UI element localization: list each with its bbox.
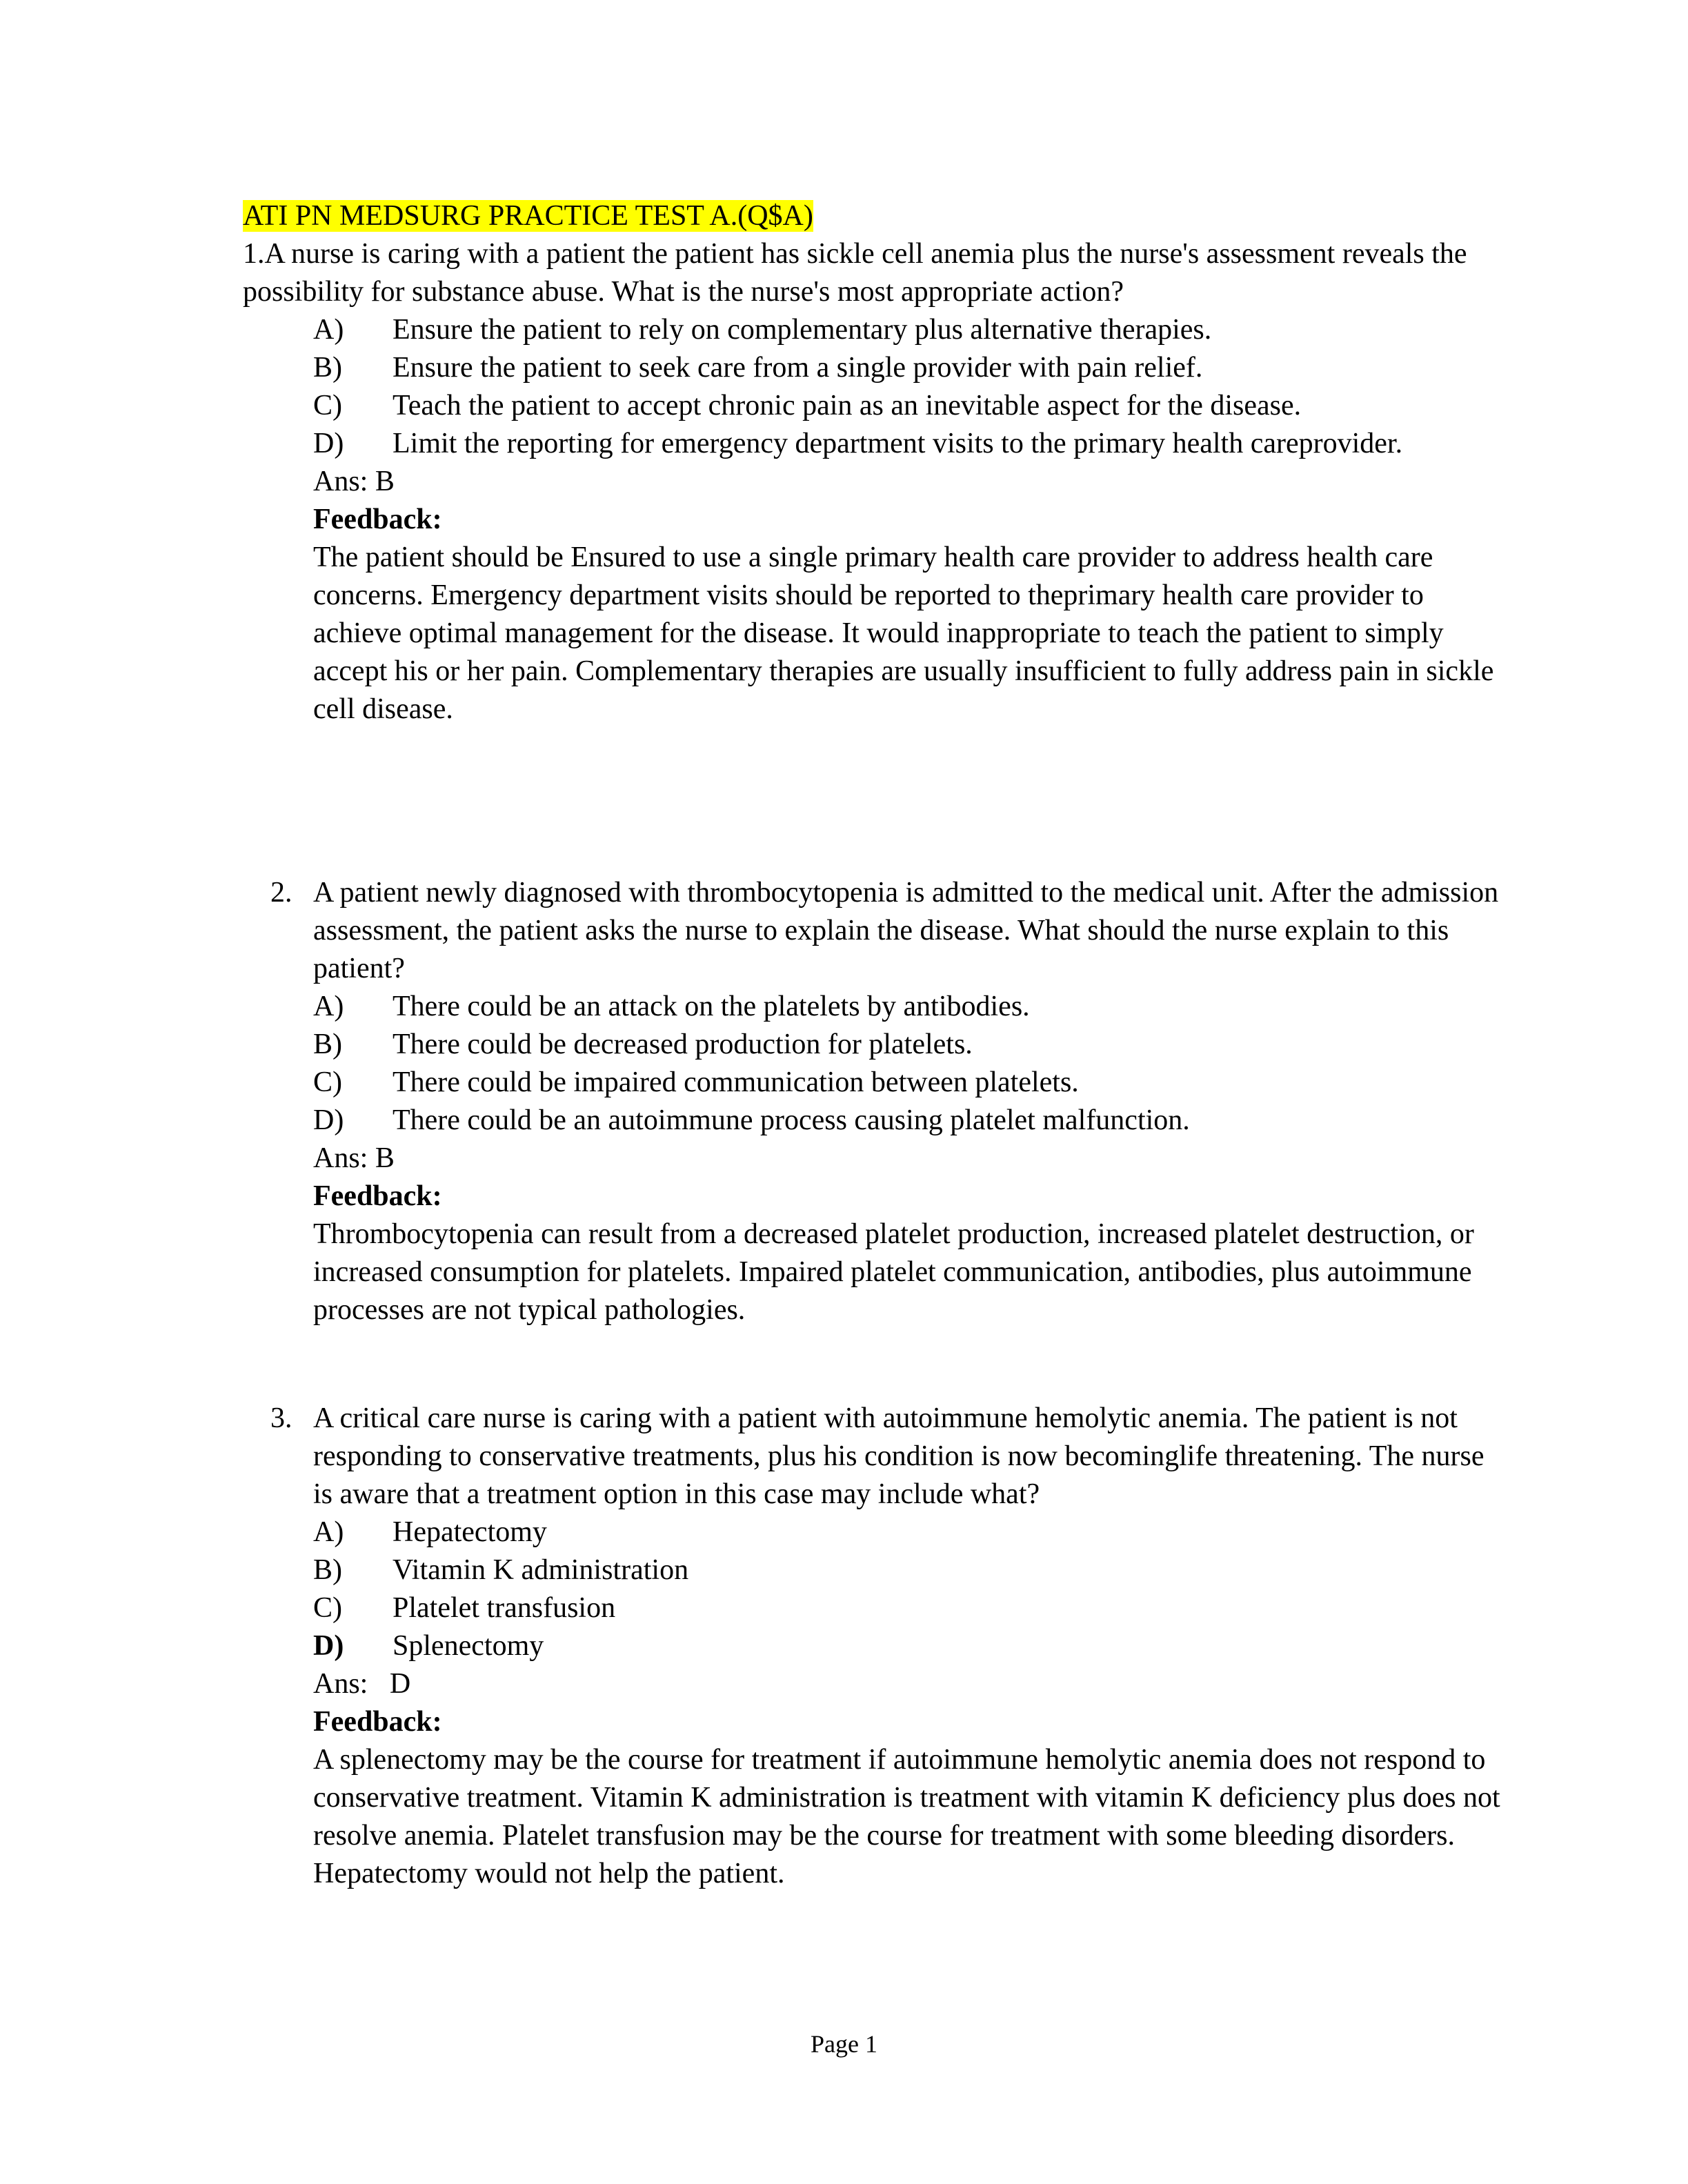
option-text: There could be impaired communication between platelets. (393, 1066, 1079, 1098)
option-letter: B) (313, 352, 342, 384)
option-b (313, 1026, 1505, 1064)
option-a (313, 1513, 1505, 1551)
question-3 (270, 1400, 1505, 1893)
feedback-label: Feedback: (313, 1180, 442, 1212)
option-b (243, 349, 1505, 387)
option-c (313, 1589, 1505, 1627)
option-d (243, 425, 1505, 463)
option-letter: A) (313, 1516, 344, 1548)
answer-key: Ans: D (313, 1668, 411, 1700)
option-letter: B) (313, 1554, 342, 1586)
feedback-text: Thrombocytopenia can result from a decreased platelet production, increased platelet destruction, or increased consumption for platelets. Impaired platelet communication, antibodies, plus autoimmune processes are not typical pathologies. (313, 1218, 1474, 1326)
answer-block (243, 463, 1505, 728)
option-text: Ensure the patient to rely on complementary plus alternative therapies. (393, 314, 1212, 346)
answer-options (313, 988, 1505, 1140)
question-body (313, 874, 1505, 1329)
answer-key: Ans: B (313, 466, 395, 497)
question-number: 2. (270, 877, 292, 909)
option-text: There could be decreased production for platelets. (393, 1029, 973, 1060)
question-number: 1. (243, 238, 265, 270)
option-letter: C) (313, 1066, 342, 1098)
option-text: Splenectomy (393, 1630, 544, 1662)
option-d (313, 1102, 1505, 1140)
option-text: Limit the reporting for emergency department visits to the primary health careprovider. (393, 428, 1403, 459)
option-text: Teach the patient to accept chronic pain as an inevitable aspect for the disease. (393, 390, 1302, 421)
question-2 (270, 874, 1505, 1329)
option-c (243, 387, 1505, 425)
option-text: Hepatectomy (393, 1516, 547, 1548)
feedback-label: Feedback: (313, 1706, 442, 1738)
option-text: Vitamin K administration (393, 1554, 689, 1586)
option-letter: C) (313, 390, 342, 421)
option-d (313, 1627, 1505, 1665)
question-text: A critical care nurse is caring with a patient with autoimmune hemolytic anemia. The patient is not responding to conservative treatments, plus his condition is now becominglife threatening. The nurse is aware that a treatment option in this case may include what? (313, 1402, 1485, 1510)
option-c (313, 1064, 1505, 1102)
option-letter: C) (313, 1592, 342, 1624)
option-letter: A) (313, 991, 344, 1022)
option-text: Ensure the patient to seek care from a single provider with pain relief. (393, 352, 1203, 384)
option-letter: D) (313, 1104, 344, 1136)
question-text: A patient newly diagnosed with thrombocytopenia is admitted to the medical unit. After the admission assessment, the patient asks the nurse to explain the disease. What should the nurse explain to this patient? (313, 877, 1499, 984)
option-letter: D) (313, 1630, 344, 1662)
option-text: There could be an autoimmune process causing platelet malfunction. (393, 1104, 1190, 1136)
document-title (243, 197, 813, 235)
answer-block (313, 1140, 1505, 1329)
question-1 (243, 235, 1505, 728)
answer-options (243, 311, 1505, 463)
answer-options (313, 1513, 1505, 1665)
answer-key: Ans: B (313, 1142, 395, 1174)
answer-block (313, 1665, 1505, 1893)
question-number: 3. (270, 1402, 292, 1434)
question-stem (243, 235, 1505, 311)
option-a (243, 311, 1505, 349)
option-text: Platelet transfusion (393, 1592, 616, 1624)
feedback-label: Feedback: (313, 504, 442, 535)
option-a (313, 988, 1505, 1026)
page-number: Page 1 (811, 2030, 877, 2058)
option-b (313, 1551, 1505, 1589)
option-letter: D) (313, 428, 344, 459)
feedback-text: A splenectomy may be the course for treatment if autoimmune hemolytic anemia does not respond to conservative treatment. Vitamin K administration is treatment with vitamin K deficiency plus does not resolve anemia. Platelet transfusion may be the course for treatment with some bleeding disorders. Hepatectomy would not help the patient. (313, 1744, 1500, 1889)
title-highlight: ATI PN MEDSURG PRACTICE TEST A.(Q$A) (243, 200, 813, 232)
option-letter: A) (313, 314, 344, 346)
feedback-text: The patient should be Ensured to use a single primary health care provider to address health care concerns. Emergency department visits should be reported to theprimary health care provider to achieve optimal management for the disease. It would inappropriate to teach the patient to simply accept his or her pain. Complementary therapies are usually insufficient to fully address pain in sickle cell disease. (313, 542, 1494, 725)
question-text: A nurse is caring with a patient the patient has sickle cell anemia plus the nurse's assessment reveals the possibility for substance abuse. What is the nurse's most appropriate action? (243, 238, 1467, 308)
question-body (313, 1400, 1505, 1893)
option-letter: B) (313, 1029, 342, 1060)
option-text: There could be an attack on the platelets by antibodies. (393, 991, 1030, 1022)
